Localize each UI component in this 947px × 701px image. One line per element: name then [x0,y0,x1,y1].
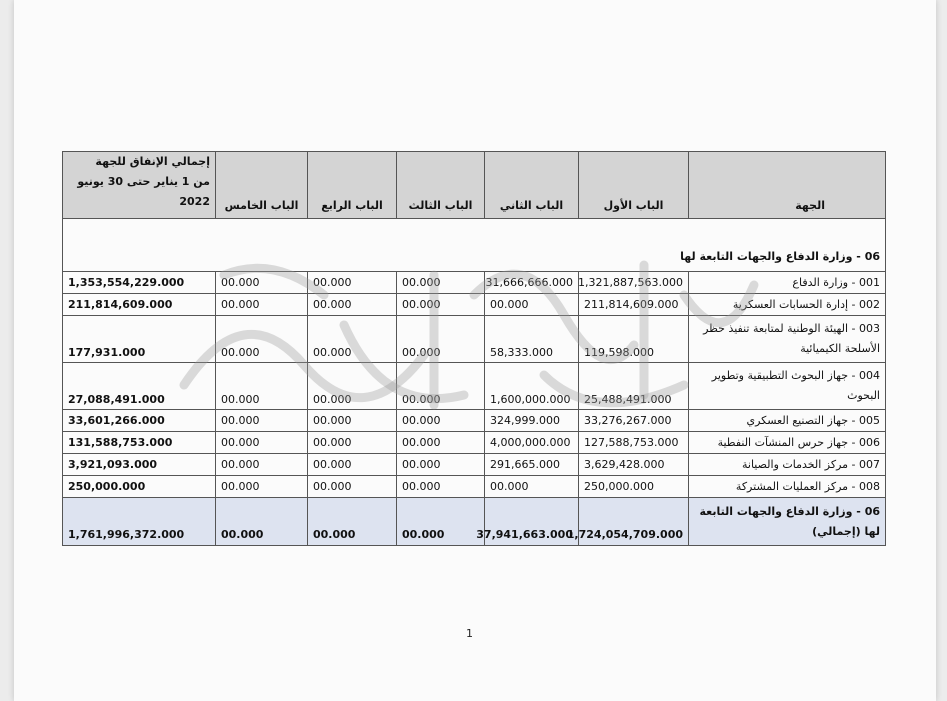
row-chapter2: 4,000,000.000 [485,432,579,454]
header-entity: الجهة [689,152,886,219]
header-chapter5: الباب الخامس [216,152,308,219]
row-chapter3: 00.000 [397,316,485,363]
summary-chapter5: 00.000 [216,498,308,546]
row-total: 177,931.000 [63,316,216,363]
row-chapter4: 00.000 [308,476,397,498]
row-chapter5: 00.000 [216,476,308,498]
row-entity-name: 003 - الهيئة الوطنية لمتابعة تنفيذ حظر الأسلحة الكيميائية [689,316,886,363]
header-row [63,152,886,219]
row-chapter1: 250,000.000 [579,476,689,498]
section-title: 06 - وزارة الدفاع والجهات التابعة لها [63,219,886,272]
row-chapter4: 00.000 [308,363,397,410]
row-chapter1: 3,629,428.000 [579,454,689,476]
row-chapter2: 31,666,666.000 [485,272,579,294]
row-chapter5: 00.000 [216,316,308,363]
row-chapter2: 00.000 [485,476,579,498]
table-row [63,476,886,498]
row-chapter5: 00.000 [216,363,308,410]
row-total: 33,601,266.000 [63,410,216,432]
row-total: 131,588,753.000 [63,432,216,454]
header-total-line2: من 1 يناير حتى 30 يونيو 2022 [77,175,210,208]
row-chapter1: 119,598.000 [579,316,689,363]
summary-chapter2: 37,941,663.000 [485,498,579,546]
summary-chapter1: 1,724,054,709.000 [579,498,689,546]
row-chapter4: 00.000 [308,294,397,316]
row-chapter2: 291,665.000 [485,454,579,476]
document-page [14,0,936,701]
row-total: 211,814,609.000 [63,294,216,316]
row-chapter2: 1,600,000.000 [485,363,579,410]
table-row [63,363,886,410]
row-chapter5: 00.000 [216,294,308,316]
table-row [63,316,886,363]
table-row [63,272,886,294]
header-chapter3: الباب الثالث [397,152,485,219]
row-entity-name: 005 - جهاز التصنيع العسكري [689,410,886,432]
section-row [63,219,886,272]
row-chapter4: 00.000 [308,316,397,363]
header-total [63,152,216,219]
row-entity-name: 001 - وزارة الدفاع [689,272,886,294]
row-chapter3: 00.000 [397,432,485,454]
row-chapter2: 324,999.000 [485,410,579,432]
row-chapter3: 00.000 [397,363,485,410]
row-total: 250,000.000 [63,476,216,498]
summary-chapter4: 00.000 [308,498,397,546]
summary-entity-name: 06 - وزارة الدفاع والجهات التابعة لها (إجمالي) [689,498,886,546]
page-number: 1 [466,627,473,640]
table-row [63,454,886,476]
row-entity-name: 004 - جهاز البحوث التطبيقية وتطوير البحوث [689,363,886,410]
row-chapter4: 00.000 [308,272,397,294]
row-entity-name: 008 - مركز العمليات المشتركة [689,476,886,498]
row-chapter3: 00.000 [397,476,485,498]
table-row [63,294,886,316]
row-entity-name: 007 - مركز الخدمات والصيانة [689,454,886,476]
summary-total: 1,761,996,372.000 [63,498,216,546]
row-entity-name: 002 - إدارة الحسابات العسكرية [689,294,886,316]
row-chapter1: 127,588,753.000 [579,432,689,454]
row-chapter2: 58,333.000 [485,316,579,363]
row-chapter1: 25,488,491.000 [579,363,689,410]
table-row [63,410,886,432]
row-chapter1: 33,276,267.000 [579,410,689,432]
expenditure-table [62,151,886,546]
row-total: 1,353,554,229.000 [63,272,216,294]
row-chapter1: 211,814,609.000 [579,294,689,316]
row-chapter2: 00.000 [485,294,579,316]
row-chapter5: 00.000 [216,454,308,476]
row-chapter5: 00.000 [216,410,308,432]
row-total: 3,921,093.000 [63,454,216,476]
table-row [63,432,886,454]
row-chapter5: 00.000 [216,432,308,454]
row-chapter4: 00.000 [308,410,397,432]
row-chapter3: 00.000 [397,294,485,316]
row-chapter4: 00.000 [308,454,397,476]
row-chapter3: 00.000 [397,272,485,294]
header-total-line1: إجمالي الإنفاق للجهة [95,155,210,168]
summary-chapter3: 00.000 [397,498,485,546]
row-total: 27,088,491.000 [63,363,216,410]
row-chapter3: 00.000 [397,454,485,476]
header-chapter2: الباب الثاني [485,152,579,219]
row-chapter4: 00.000 [308,432,397,454]
row-chapter3: 00.000 [397,410,485,432]
header-chapter1: الباب الأول [579,152,689,219]
row-entity-name: 006 - جهاز حرس المنشآت النفطية [689,432,886,454]
header-chapter4: الباب الرابع [308,152,397,219]
summary-row [63,498,886,546]
row-chapter5: 00.000 [216,272,308,294]
row-chapter1: 1,321,887,563.000 [579,272,689,294]
